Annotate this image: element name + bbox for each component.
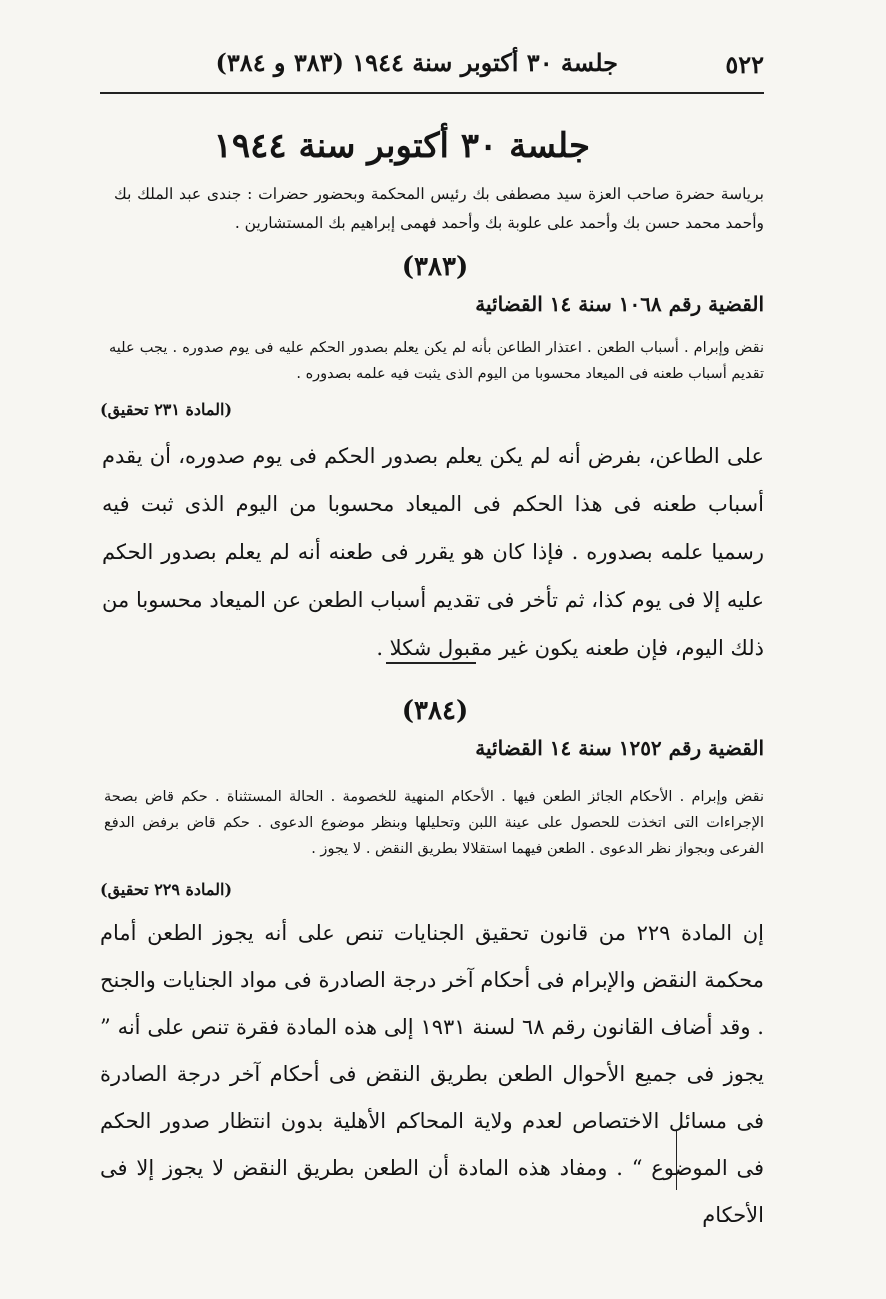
case-keywords: نقض وإبرام . الأحكام الجائز الطعن فيها . الأحكام المنهية للخصومة . الحالة المستثناة . حكم قاض بصحة الإجراءات التى اتخذت للحصول على عينة اللبن وتحليلها وبنظر موضوع الدعوى . حكم قاض برفض الدفع الفرعى وبجواز نظر الدعوى . الطعن فيهما استقلالا بطريق النقض . لا يجوز . [104, 789, 764, 857]
margin-mark [676, 1130, 677, 1190]
article-reference: (المادة ٢٢٩ تحقيق) [100, 880, 233, 899]
article-reference: (المادة ٢٣١ تحقيق) [100, 400, 233, 419]
case-keywords: نقض وإبرام . أسباب الطعن . اعتذار الطاعن بأنه لم يكن يعلم بصدور الحكم عليه فى يوم صدوره . يجب عليه تقديم أسباب طعنه فى الميعاد محسوبا من اليوم الذى يثبت فيه علمه بصدوره . [109, 340, 764, 382]
case-ruling-text: على الطاعن، بفرض أنه لم يكن يعلم بصدور الحكم فى يوم صدوره، أن يقدم أسباب طعنه فى هذا الحكم فى الميعاد محسوبا من اليوم الذى ثبت فيه رسميا علمه بصدوره . فإذا كان هو يقرر فى طعنه أنه لم يعلم بصدور الحكم عليه إلا فى يوم كذا، ثم تأخر فى تقديم أسباب الطعن عن الميعاد محسوبا من ذلك اليوم، فإن طعنه يكون غير مقبول شكلا . [102, 444, 764, 660]
session-title: جلسة ٣٠ أكتوبر سنة ١٩٤٤ [213, 126, 590, 166]
case-ruling-text: إن المادة ٢٢٩ من قانون تحقيق الجنايات تنص على أنه يجوز الطعن أمام محكمة النقض والإبرام فى أحكام آخر درجة الصادرة فى مواد الجنايات والجنح . وقد أضاف القانون رقم ٦٨ لسنة ١٩٣١ إلى هذه المادة فقرة تنص على أنه ” يجوز فى جميع الأحوال الطعن بطريق النقض فى أحكام آخر درجة الصادرة فى مسائل الاختصاص لعدم ولاية المحاكم الأهلية بدون انتظار صدور الحكم فى الموضوع “ . ومفاد هذه المادة أن الطعن بطريق النقض لا يجوز إلا فى الأحكام [100, 921, 765, 1227]
case-title: القضية رقم ١٢٥٢ سنة ١٤ القضائية [475, 736, 764, 760]
presiding-judges: برياسة حضرة صاحب العزة سيد مصطفى بك رئيس المحكمة وبحضور حضرات : جندى عبد الملك بك وأحمد محمد حسن بك وأحمد على علوبة بك وأحمد فهمى إبراهيم بك المستشارين . [114, 185, 764, 232]
case-title: القضية رقم ١٠٦٨ سنة ١٤ القضائية [475, 292, 764, 316]
section-divider [386, 662, 476, 664]
page-number: ٥٢٢ [725, 50, 764, 79]
header-rule [100, 92, 764, 94]
running-header-title: جلسة ٣٠ أكتوبر سنة ١٩٤٤ (٣٨٣ و ٣٨٤) [215, 48, 618, 77]
case-number: (٣٨٤) [401, 696, 469, 726]
case-number: (٣٨٣) [401, 252, 469, 282]
